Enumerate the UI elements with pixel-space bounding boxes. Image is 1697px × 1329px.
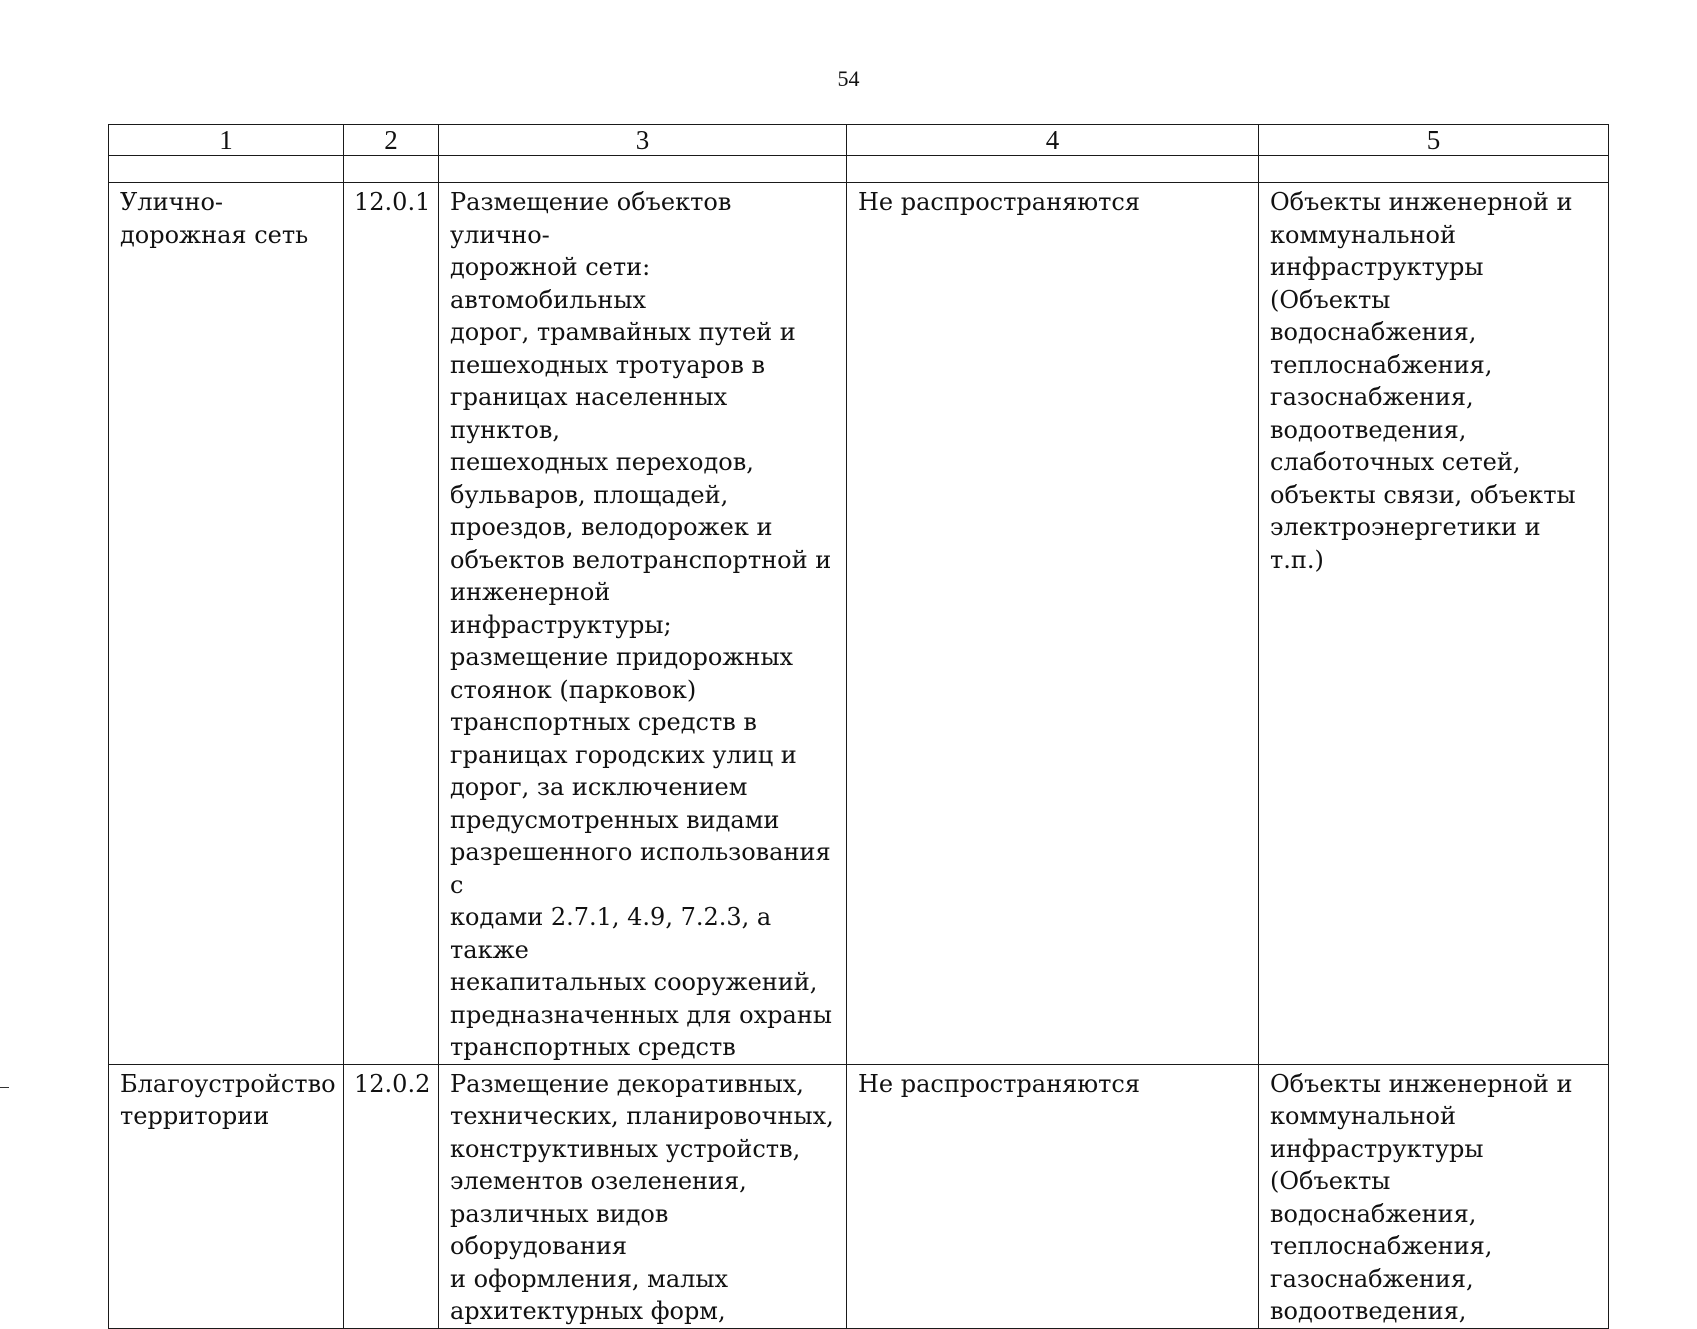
empty-cell xyxy=(109,156,344,183)
column-header: 4 xyxy=(847,125,1259,156)
empty-cell xyxy=(344,156,439,183)
column-header: 2 xyxy=(344,125,439,156)
restrictions-cell xyxy=(847,183,1259,1065)
land-use-description: Размещение объектов улично- дорожной сети: автомобильных дорог, трамвайных путей и пешеходных тротуаров в границах населенных пунктов, пешеходных переходов, бульваров, площадей, проездов, велодорожек и объектов велотранспортной и инженерной инфраструктуры; размещение придорожных стоянок (парковок) транспортных средств в границах городских улиц и дорог, за исключением предусмотренных видами разрешенного использования с кодами 2.7.1, 4.9, 7.2.3, а также некапитальных сооружений, предназначенных для охраны транспортных средств xyxy=(450,188,832,1061)
objects-text: Объекты инженерной и коммунальной инфраструктуры (Объекты водоснабжения, теплоснабжения, газоснабжения, водоотведения, xyxy=(1270,1069,1573,1325)
column-header: 5 xyxy=(1259,125,1609,156)
land-use-name: Благоустройство территории xyxy=(120,1069,336,1130)
objects-text: Объекты инженерной и коммунальной инфраструктуры (Объекты водоснабжения, теплоснабжения, газоснабжения, водоотведения, слаботочных сетей, объекты связи, объекты электроэнергетики и т.п.) xyxy=(1270,188,1576,574)
restrictions-cell xyxy=(847,1064,1259,1328)
empty-cell xyxy=(439,156,847,183)
empty-spacer-row xyxy=(109,156,1609,183)
description-cell xyxy=(439,1064,847,1328)
objects-cell xyxy=(1259,183,1609,1065)
column-header: 1 xyxy=(109,125,344,156)
column-header: 3 xyxy=(439,125,847,156)
restrictions-text: Не распространяются xyxy=(858,1069,1140,1098)
objects-cell xyxy=(1259,1064,1609,1328)
land-use-code: 12.0.1 xyxy=(354,188,431,216)
zoning-table xyxy=(108,124,1609,1329)
land-use-name: Улично- дорожная сеть xyxy=(120,188,309,249)
table-header-row xyxy=(109,125,1609,156)
land-use-code: 12.0.2 xyxy=(354,1069,431,1098)
empty-cell xyxy=(1259,156,1609,183)
land-use-description: Размещение декоративных, технических, планировочных, конструктивных устройств, элементов озеленения, различных видов оборудования и оформления, малых архитектурных форм, xyxy=(450,1069,834,1325)
land-use-code-cell xyxy=(344,183,439,1065)
land-use-code-cell xyxy=(344,1064,439,1328)
page-number: 54 xyxy=(837,66,860,91)
description-cell xyxy=(439,183,847,1065)
restrictions-text: Не распространяются xyxy=(858,188,1140,216)
empty-cell xyxy=(847,156,1259,183)
table-row xyxy=(109,183,1609,1065)
land-use-name-cell xyxy=(109,183,344,1065)
table-row xyxy=(109,1064,1609,1328)
land-use-name-cell xyxy=(109,1064,344,1328)
margin-tick-mark xyxy=(0,1087,9,1088)
